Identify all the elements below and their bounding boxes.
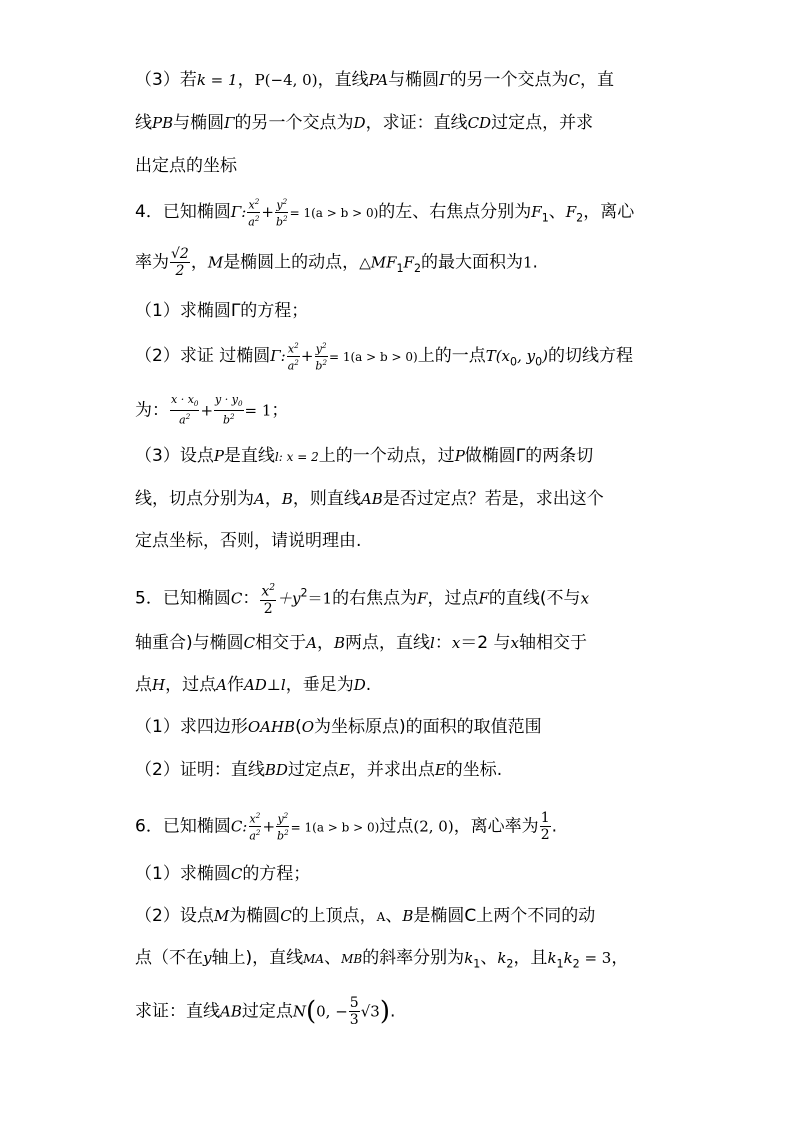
fraction-y2-b2-b: $\frac{y^2}{b^2}$ xyxy=(315,341,327,373)
fraction-x2-a2-c: $\frac{x^2}{a^2}$ xyxy=(249,811,261,843)
problem-4-part-1: （1）求椭圆Γ的方程； xyxy=(135,301,309,321)
problem-4-statement: 4．已知椭圆Γ: $\frac{x^2}{a^2}$ + $\frac{y^2}{b^2}$ = 1(a > b > 0)的左、右焦点分别为$F_1$、$F_2$，离心 xyxy=(135,197,635,229)
text-line-14: 点H，过点A作AD⊥l，垂足为D. xyxy=(135,675,372,695)
text-line-2: 线PB与椭圆Γ的另一个交点为D，求证：直线CD过定点，并求 xyxy=(135,113,594,133)
text-line-10: 线，切点分别为A，B，则直线AB是否过定点？若是，求出这个 xyxy=(135,489,604,509)
fraction-x2-over-2: $\frac{x^2}{2}$ xyxy=(260,580,276,617)
fraction-sqrt2-over-2: $\frac{√2}{2}$ xyxy=(171,246,189,279)
problem-4-part-2: （2）求证 过椭圆Γ: $\frac{x^2}{a^2}$ + $\frac{y^2}{b^2}$ = 1(a > b > 0)上的一点$T(x_0$, $y_0$)的切线方程 xyxy=(135,341,633,373)
problem-4-part-3: （3）设点P是直线l: x = 2上的一个动点，过P做椭圆Γ的两条切 xyxy=(135,446,594,466)
text-line-13: 轴重合)与椭圆C相交于A，B两点，直线l：x＝2 与x轴相交于 xyxy=(135,633,587,653)
problem-6-part-2: （2）设点M为椭圆C的上顶点，A、B是椭圆C上两个不同的动 xyxy=(135,906,596,926)
problem-5-part-2: （2）证明：直线BD过定点E，并求出点E的坐标. xyxy=(135,760,503,780)
fraction-xx0-a2: $\frac{x \cdot x_0}{a^2}$ xyxy=(171,393,199,427)
fraction-x2-a2: $\frac{x^2}{a^2}$ xyxy=(248,197,260,229)
tangent-line-equation: 为： $\frac{x \cdot x_0}{a^2}$ + $\frac{y \cdot y_0}{b^2}$ = 1； xyxy=(135,393,289,427)
fraction-yy0-b2: $\frac{y \cdot y_0}{b^2}$ xyxy=(215,393,243,427)
problem-4-eccentricity: 率为 $\frac{√2}{2}$ ，M是椭圆上的动点，$\triangle MF_1F_2$的最大面积为1. xyxy=(135,246,538,279)
fraction-y2-b2-c: $\frac{y^2}{b^2}$ xyxy=(277,811,289,843)
text-line-20: 点（不在y轴上)，直线MA、MB的斜率分别为$k_1$、$k_2$，且$k_1k_2 = 3$， xyxy=(135,948,629,971)
problem-6-part-1: （1）求椭圆C的方程； xyxy=(135,864,311,884)
problem-6-statement: 6．已知椭圆C: $\frac{x^2}{a^2}$ + $\frac{y^2}{b^2}$ = 1(a > b > 0)过点(2, 0)，离心率为 $\frac{1}{2}$ . xyxy=(135,810,558,843)
text-line-11: 定点坐标，否则，请说明理由. xyxy=(135,531,362,551)
fraction-five-thirds: $\frac{5}{3}$ xyxy=(349,995,359,1028)
text-line-1: （3）若k = 1，P(−4, 0)，直线PA与椭圆Γ的另一个交点为C，直 xyxy=(135,70,615,90)
problem-5-part-1: （1）求四边形OAHB(O为坐标原点)的面积的取值范围 xyxy=(135,717,542,737)
text-line-21: 求证：直线AB过定点N(0, − $\frac{5}{3}$ √3). xyxy=(135,995,396,1028)
fraction-x2-a2-b: $\frac{x^2}{a^2}$ xyxy=(287,341,299,373)
problem-5-statement: 5．已知椭圆C： $\frac{x^2}{2}$ $+y^2=1$的右焦点为F，过点F的直线(不与x xyxy=(135,580,794,604)
text-line-3: 出定点的坐标 xyxy=(135,156,237,176)
fraction-y2-b2: $\frac{y^2}{b^2}$ xyxy=(275,197,288,229)
fraction-one-half: $\frac{1}{2}$ xyxy=(540,810,550,843)
